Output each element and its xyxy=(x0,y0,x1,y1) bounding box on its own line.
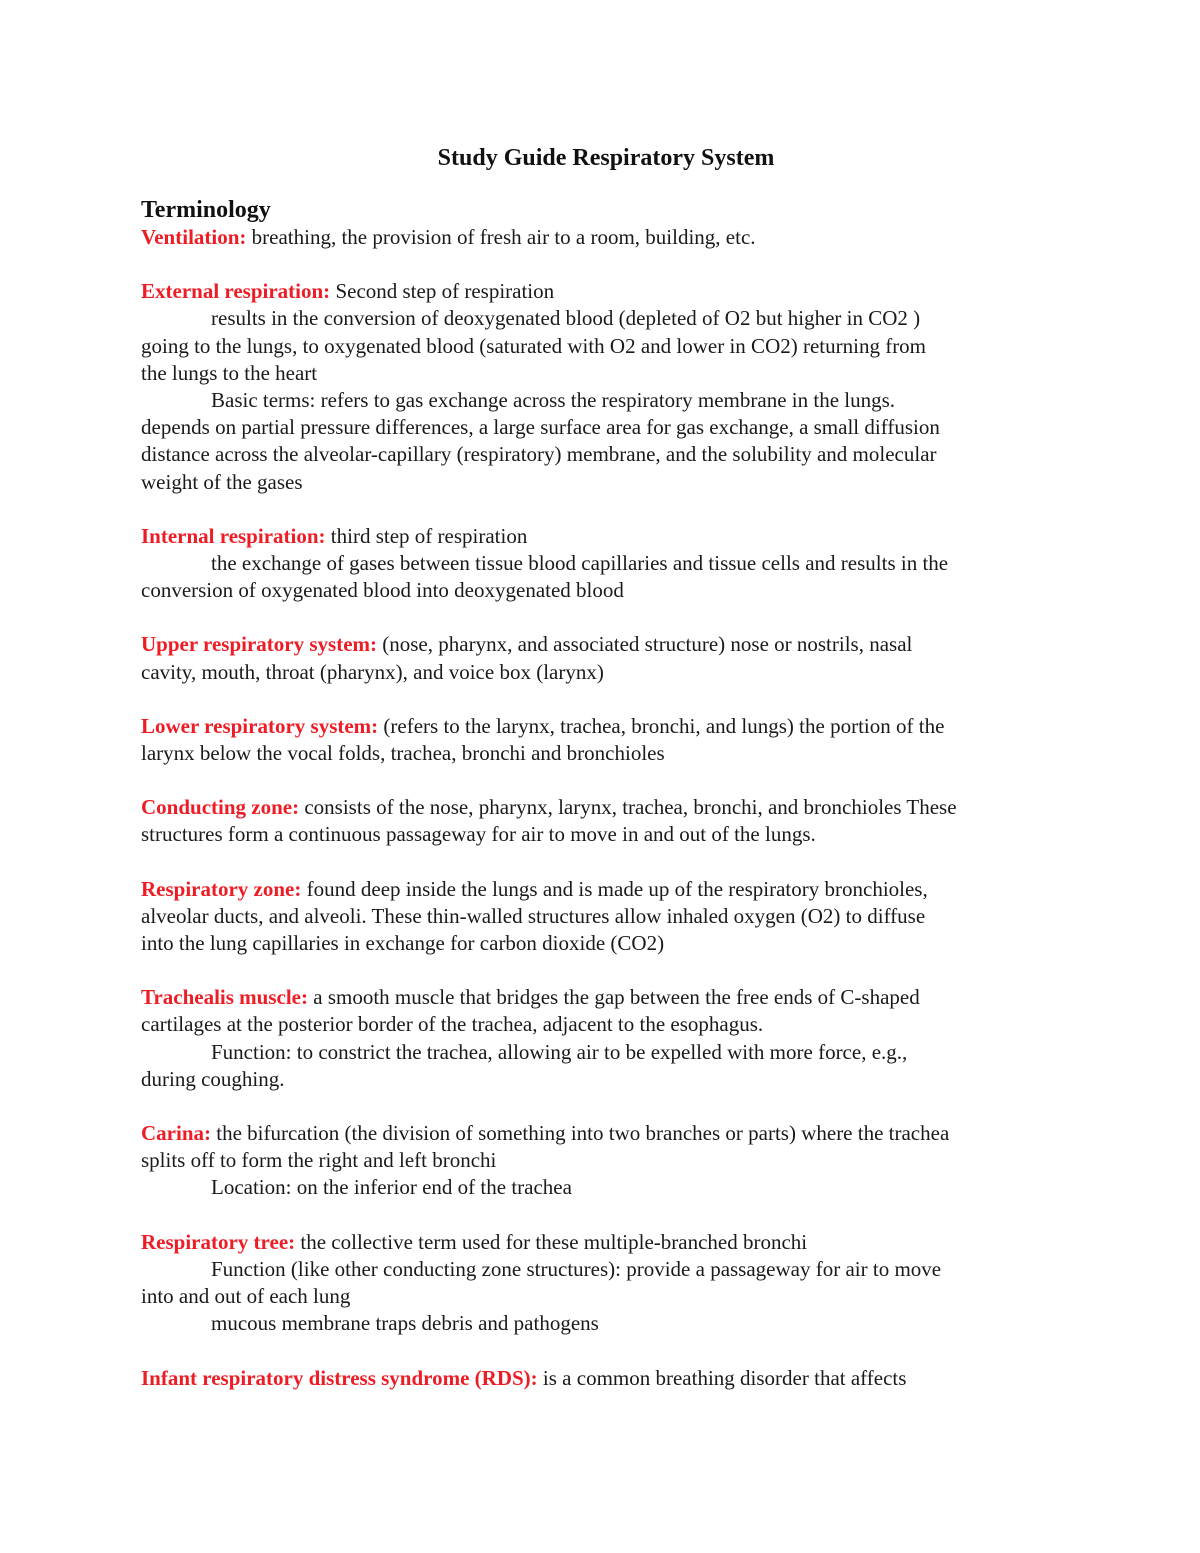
definition-entry xyxy=(141,794,1071,848)
definition-entry xyxy=(141,631,1071,685)
definition-entry xyxy=(141,278,1071,496)
definition-text: Second step of respiration xyxy=(330,279,555,304)
definition-text: a smooth muscle that bridges the gap between the free ends of C-shaped xyxy=(308,985,920,1010)
definition-entry xyxy=(141,1365,1071,1392)
definition-text: breathing, the provision of fresh air to a room, building, etc. xyxy=(246,225,756,249)
definition-text: Function (like other conducting zone structures): provide a passageway for air to move xyxy=(211,1256,942,1281)
definition-line xyxy=(141,794,1071,821)
definition-text: Basic terms: refers to gas exchange across the respiratory membrane in the lungs. xyxy=(211,388,896,413)
definition-line xyxy=(141,631,1071,658)
definition-text: into the lung capillaries in exchange for carbon dioxide (CO2) xyxy=(141,931,665,956)
definition-entry xyxy=(141,876,1071,958)
definition-text: going to the lungs, to oxygenated blood (saturated with O2 and lower in CO2) returning from xyxy=(141,333,927,358)
term-label: Respiratory tree: xyxy=(141,1229,296,1254)
definition-text: weight of the gases xyxy=(141,469,303,494)
definition-line xyxy=(141,224,1071,251)
definition-text: the lungs to the heart xyxy=(141,360,318,385)
definition-entry xyxy=(141,224,1071,251)
term-label: Upper respiratory system: xyxy=(141,632,378,657)
definition-text: the collective term used for these multiple-branched bronchi xyxy=(295,1229,808,1254)
definition-line xyxy=(141,278,1071,305)
definition-line xyxy=(141,713,1071,740)
definition-line xyxy=(141,1229,1071,1256)
definition-text: found deep inside the lungs and is made up of the respiratory bronchioles, xyxy=(301,876,928,901)
definition-line xyxy=(141,1120,1071,1147)
definition-text: splits off to form the right and left bronchi xyxy=(141,1148,497,1173)
definition-text: larynx below the vocal folds, trachea, bronchi and bronchioles xyxy=(141,741,665,766)
term-label: Trachealis muscle: xyxy=(141,985,308,1010)
definition-line xyxy=(141,1365,1071,1392)
definition-text: (refers to the larynx, trachea, bronchi, and lungs) the portion of the xyxy=(378,713,945,738)
definition-text: the exchange of gases between tissue blood capillaries and tissue cells and results in the xyxy=(211,551,949,576)
definition-entry xyxy=(141,523,1071,605)
document-title: Study Guide Respiratory System xyxy=(437,145,775,171)
definition-line xyxy=(141,984,1071,1011)
document-page xyxy=(141,140,1071,1419)
definition-text: the bifurcation (the division of something into two branches or parts) where the trachea xyxy=(211,1121,950,1146)
definition-line xyxy=(141,523,1071,550)
definition-text: third step of respiration xyxy=(325,523,528,548)
definition-text: cartilages at the posterior border of the trachea, adjacent to the esophagus. xyxy=(141,1012,764,1037)
term-label: Ventilation: xyxy=(141,225,247,249)
definition-text: is a common breathing disorder that affects xyxy=(537,1365,907,1390)
term-label: Internal respiration: xyxy=(141,523,326,548)
definition-text: conversion of oxygenated blood into deoxygenated blood xyxy=(141,578,624,603)
term-label: Lower respiratory system: xyxy=(141,713,379,738)
definition-text: consists of the nose, pharynx, larynx, trachea, bronchi, and bronchioles These xyxy=(299,795,957,820)
definition-text: alveolar ducts, and alveoli. These thin-walled structures allow inhaled oxygen (O2) to diffuse xyxy=(141,903,926,928)
definition-text: distance across the alveolar-capillary (respiratory) membrane, and the solubility and molecular xyxy=(141,442,937,467)
term-label: Infant respiratory distress syndrome (RDS): xyxy=(141,1365,538,1390)
definition-text: depends on partial pressure differences, a large surface area for gas exchange, a small diffusion xyxy=(141,415,940,440)
term-label: Respiratory zone: xyxy=(141,876,302,901)
definition-text: mucous membrane traps debris and pathogens xyxy=(211,1311,599,1336)
definition-text: (nose, pharynx, and associated structure) nose or nostrils, nasal xyxy=(377,632,913,657)
term-label: Carina: xyxy=(141,1121,211,1146)
definition-text: cavity, mouth, throat (pharynx), and voice box (larynx) xyxy=(141,659,604,684)
definition-text: Function: to constrict the trachea, allowing air to be expelled with more force, e.g., xyxy=(211,1039,908,1064)
definition-text: Location: on the inferior end of the trachea xyxy=(211,1175,572,1200)
definition-entry xyxy=(141,1229,1071,1338)
section-heading: Terminology xyxy=(141,197,271,223)
term-label: Conducting zone: xyxy=(141,795,300,820)
definition-line xyxy=(141,876,1071,903)
definition-entry xyxy=(141,713,1071,767)
definition-text: during coughing. xyxy=(141,1066,285,1091)
definition-entry xyxy=(141,1120,1071,1202)
definition-entry xyxy=(141,984,1071,1093)
definition-text: results in the conversion of deoxygenated blood (depleted of O2 but higher in CO2 ) xyxy=(211,306,921,331)
definition-text: into and out of each lung xyxy=(141,1284,351,1309)
term-label: External respiration: xyxy=(141,279,331,304)
definition-text: structures form a continuous passageway for air to move in and out of the lungs. xyxy=(141,822,816,847)
